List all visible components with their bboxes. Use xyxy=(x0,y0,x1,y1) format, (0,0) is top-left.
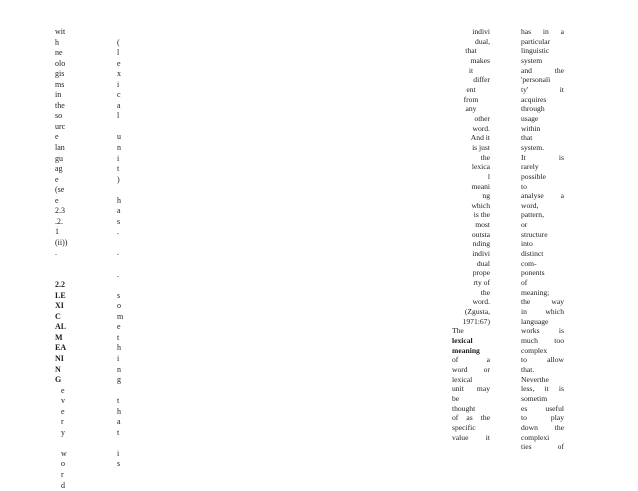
text-line: structure xyxy=(521,229,548,239)
column-1-text xyxy=(55,27,67,491)
text-line: system xyxy=(521,55,543,65)
text-line: s xyxy=(117,216,121,226)
text-line: ent xyxy=(466,84,476,94)
text-line: l xyxy=(117,111,120,121)
text-line: 1971:67) xyxy=(462,316,490,326)
text-line: meaning; xyxy=(521,287,550,297)
text-line: i xyxy=(117,79,120,89)
text-line: 2.2 xyxy=(55,280,65,290)
text-line: com- xyxy=(521,258,537,268)
text-line: possible xyxy=(521,171,546,181)
text-line: any xyxy=(465,104,477,114)
text-line: LE xyxy=(55,290,66,300)
text-line: x xyxy=(117,69,121,79)
text-line: which xyxy=(471,200,490,210)
text-line: makes xyxy=(470,55,490,65)
text-line: g xyxy=(117,375,121,385)
text-line: . xyxy=(117,248,119,258)
text-line: is just xyxy=(472,142,490,152)
text-line: is the xyxy=(473,210,490,220)
text-line: ne xyxy=(55,48,63,58)
text-line: t xyxy=(117,427,120,437)
text-line: o xyxy=(117,301,121,311)
text-line: (Zgusta, xyxy=(464,307,490,317)
text-line: 2.3 xyxy=(55,206,65,216)
text-line: to xyxy=(521,181,527,191)
text-line: to play xyxy=(521,413,564,423)
text-line: . xyxy=(55,248,57,258)
text-line: has in a xyxy=(521,27,564,36)
text-line: value it xyxy=(452,432,490,442)
text-line: nding xyxy=(472,239,490,249)
text-line: most xyxy=(475,220,490,230)
text-line: t xyxy=(117,164,120,174)
text-line: And it xyxy=(470,133,490,143)
text-line: ) xyxy=(117,174,120,184)
text-line: l xyxy=(117,48,120,58)
text-line: l xyxy=(487,171,490,181)
text-line: h xyxy=(55,37,59,47)
text-line: that. xyxy=(521,364,535,374)
text-line: es useful xyxy=(521,403,564,413)
text-line xyxy=(117,386,123,397)
text-line: indivi xyxy=(472,27,490,36)
text-line: ng xyxy=(482,191,490,201)
text-line: Neverthe xyxy=(521,374,549,384)
text-line: h xyxy=(117,343,121,353)
text-line: linguistic xyxy=(521,46,550,56)
text-line: the xyxy=(480,152,490,162)
text-line: d xyxy=(61,480,65,490)
text-line: word, xyxy=(521,200,539,210)
text-line: h xyxy=(117,195,121,205)
text-line: v xyxy=(61,396,65,406)
text-line xyxy=(117,280,123,291)
text-line: r xyxy=(61,417,64,427)
text-line: a xyxy=(117,206,121,216)
text-line: XI xyxy=(55,301,64,311)
column-4-text xyxy=(521,27,564,452)
text-line: a xyxy=(117,100,121,110)
text-line: differ xyxy=(473,75,490,85)
text-line: the xyxy=(55,100,65,110)
text-line: .2. xyxy=(55,216,63,226)
text-line: less, it is xyxy=(521,384,564,394)
text-line: usage xyxy=(521,113,539,123)
text-line: n xyxy=(117,143,121,153)
text-line: lexica xyxy=(471,162,490,172)
blank-line xyxy=(55,259,67,270)
text-line: in which xyxy=(521,307,564,317)
text-line: of as the xyxy=(452,413,490,423)
text-line: w xyxy=(61,448,67,458)
text-line: outsta xyxy=(471,229,490,239)
text-line xyxy=(117,185,123,196)
text-line: through xyxy=(521,104,545,114)
text-line: e xyxy=(117,322,121,332)
text-line: particular xyxy=(521,36,551,46)
text-line: c xyxy=(117,90,121,100)
text-line: EA xyxy=(55,343,67,353)
text-line: It is xyxy=(521,152,564,162)
text-line: ty' it xyxy=(521,84,564,94)
text-line: i xyxy=(117,448,120,458)
text-line: prope xyxy=(472,268,490,278)
text-line: dual xyxy=(476,258,490,268)
text-line: M xyxy=(55,332,63,342)
text-line: t xyxy=(117,396,120,406)
text-line: indivi xyxy=(472,249,490,259)
text-line: 'personali xyxy=(521,75,551,85)
text-line: e xyxy=(55,174,59,184)
text-line: . xyxy=(117,227,119,237)
text-line: dual, xyxy=(475,36,490,46)
text-line: so xyxy=(55,111,63,121)
text-line: lexical xyxy=(452,336,473,345)
text-line: gis xyxy=(55,69,65,79)
text-line xyxy=(117,438,123,449)
text-line: s xyxy=(117,290,121,300)
text-line: The xyxy=(452,326,464,336)
text-line: urc xyxy=(55,121,66,131)
text-line: to allow xyxy=(521,355,564,365)
text-line xyxy=(117,238,123,249)
text-line: t xyxy=(117,332,120,342)
text-line: rarely xyxy=(521,162,539,172)
text-line: or xyxy=(521,220,528,230)
text-line: C xyxy=(55,311,61,321)
text-line: into xyxy=(521,239,533,249)
text-line: it xyxy=(468,65,474,75)
text-line: n xyxy=(117,364,121,374)
text-line: m xyxy=(117,311,124,321)
text-line: of xyxy=(521,278,528,288)
text-line: NI xyxy=(55,353,64,363)
text-line: much too xyxy=(521,336,564,345)
text-line: and the xyxy=(521,65,564,75)
text-line: complex xyxy=(521,345,548,355)
text-line: r xyxy=(61,469,64,479)
text-line: of a xyxy=(452,355,490,365)
text-line: ag xyxy=(55,164,63,174)
text-line: thought xyxy=(452,403,476,413)
blank-line xyxy=(117,27,123,38)
text-line xyxy=(117,259,123,270)
text-line: e xyxy=(61,385,65,395)
text-line: e xyxy=(117,58,121,68)
text-line: G xyxy=(55,375,62,385)
text-line: ms xyxy=(55,79,65,89)
text-line: lexical xyxy=(452,374,473,384)
text-line: u xyxy=(117,132,121,142)
text-line: i xyxy=(117,353,120,363)
text-line: a xyxy=(117,417,121,427)
text-line: the xyxy=(480,287,490,297)
text-line: from xyxy=(463,94,479,104)
column-2-text xyxy=(117,27,123,470)
text-line: meaning xyxy=(452,345,480,355)
text-line: pattern, xyxy=(521,210,544,220)
text-line: word. xyxy=(472,123,490,133)
text-line: olo xyxy=(55,58,66,68)
text-line: ponents xyxy=(521,268,545,278)
text-line: the way xyxy=(521,297,564,307)
text-line: (ii)) xyxy=(55,237,68,247)
text-line: e xyxy=(55,132,59,142)
column-3-text xyxy=(452,27,490,442)
text-line: language xyxy=(521,316,549,326)
text-line: 1 xyxy=(55,227,59,237)
text-line: . xyxy=(117,269,119,279)
text-line: lan xyxy=(55,143,65,153)
text-line: analyse a xyxy=(521,191,564,201)
text-line: (se xyxy=(55,185,65,195)
text-line xyxy=(55,438,67,449)
text-line: i xyxy=(117,153,120,163)
text-line: N xyxy=(55,364,61,374)
text-line: word. xyxy=(472,297,490,307)
text-line: ( xyxy=(117,37,120,47)
text-line: be xyxy=(452,393,460,403)
text-line: within xyxy=(521,123,541,133)
text-line: specific xyxy=(452,422,476,432)
text-line: sometim xyxy=(521,393,548,403)
text-line: down the xyxy=(521,422,564,432)
text-line: y xyxy=(61,427,65,437)
text-line: complexi xyxy=(521,432,550,442)
blank-line xyxy=(55,270,67,281)
text-line: AL xyxy=(55,322,67,332)
text-line xyxy=(117,122,123,133)
text-line: gu xyxy=(55,153,63,163)
text-line: that xyxy=(521,133,533,143)
text-line: meani xyxy=(471,181,490,191)
text-line: system. xyxy=(521,142,544,152)
text-line: unit may xyxy=(452,384,490,394)
text-line: s xyxy=(117,459,121,469)
text-line: works is xyxy=(521,326,564,336)
text-line: wit xyxy=(55,27,66,36)
text-line: h xyxy=(117,406,121,416)
text-line: acquires xyxy=(521,94,547,104)
text-line: rty of xyxy=(473,278,490,288)
text-line: in xyxy=(55,90,62,100)
text-line: word or xyxy=(452,364,490,374)
text-line: e xyxy=(55,195,59,205)
text-line: other xyxy=(474,113,490,123)
text-line: e xyxy=(61,406,65,416)
text-line: distinct xyxy=(521,249,544,259)
text-line: ties of xyxy=(521,442,564,452)
text-line: o xyxy=(61,459,65,469)
text-line: that xyxy=(465,46,477,56)
